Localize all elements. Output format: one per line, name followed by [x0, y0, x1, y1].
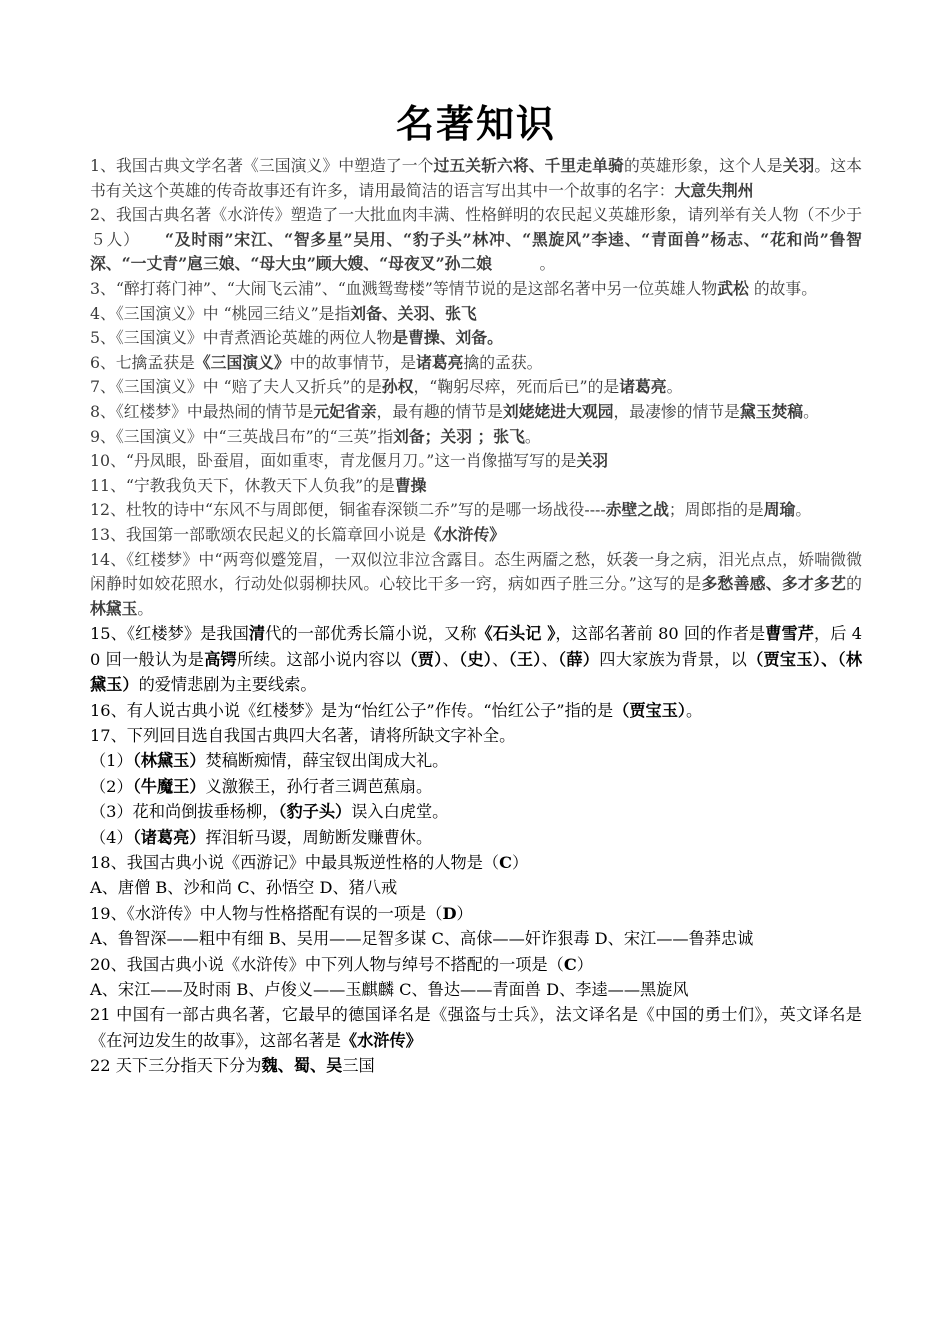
- question-paragraph: [90, 154, 862, 203]
- question-text: 。: [795, 500, 812, 520]
- question-paragraph: [90, 698, 862, 723]
- answer-text: 武松: [717, 278, 749, 298]
- question-text: 8、《红楼梦》中最热闹的情节是: [90, 401, 314, 421]
- question-text: 中的故事情节，是: [289, 352, 417, 372]
- question-text: A、鲁智深——粗中有细 B、吴用——足智多谋 C、高俅——奸诈狠毒 D、宋江——鲁莽忠诚: [90, 929, 754, 949]
- answer-text: 《水浒传》: [426, 524, 506, 544]
- answer-text: 诸葛亮: [619, 377, 667, 397]
- question-text: ）: [456, 903, 473, 923]
- answer-text: C: [499, 852, 512, 872]
- answer-text: （王）: [508, 649, 542, 669]
- question-text: 15、《红楼梦》是我国: [90, 624, 249, 644]
- question-text: A、唐僧 B、沙和尚 C、孙悟空 D、猪八戒: [90, 878, 398, 898]
- question-text: 6、七擒孟获是: [90, 352, 195, 372]
- answer-text: 是曹操、刘备。: [392, 328, 503, 348]
- question-text: 9、《三国演义》中“三英战吕布”的“三英”指: [90, 426, 394, 446]
- question-text: A、宋江——及时雨 B、卢俊义——玉麒麟 C、鲁达——青面兽 D、李逵——黑旋风: [90, 979, 689, 999]
- document-body: [90, 154, 862, 1079]
- question-text: 14、《红楼梦》中“两弯似蹙笼眉，一双似泣非泣含露目。态生两靥之愁，妖袭一身之病，泪光点点，娇喘微微闲静时如姣花照水，行动处似弱柳扶风。心较比干多一窍，病如西子胜三分。”这写的是: [90, 549, 862, 594]
- answer-text: D: [442, 903, 457, 923]
- question-paragraph: [90, 825, 862, 850]
- question-paragraph: [90, 850, 862, 875]
- answer-text: “及时雨”宋江、“智多星”吴用、“豹子头”林冲、“黑旋风”李逵、“青面兽”杨志、“花和尚”鲁智深、“一丈青”扈三娘、“母大虫”顾大嫂、“母夜叉”孙二娘: [90, 229, 862, 274]
- question-text: 的爱情悲剧为主要线索。: [138, 675, 317, 695]
- answer-text: 关羽: [782, 156, 815, 175]
- question-text: 4、《三国演义》中 “桃园三结义”是指: [90, 303, 351, 323]
- question-paragraph: [90, 748, 862, 773]
- question-text: 。: [803, 401, 819, 421]
- answer-text: 大意失荆州: [674, 180, 754, 200]
- question-text: 。这本书有关这个英雄的传奇故事还有许多，请用最简洁的语言写出其中一个故事的名字：: [90, 156, 862, 200]
- question-paragraph: [90, 621, 862, 697]
- question-paragraph: [90, 302, 862, 327]
- question-paragraph: [90, 277, 862, 302]
- answer-text: 黛玉焚稿: [739, 401, 804, 421]
- question-paragraph: [90, 449, 862, 474]
- answer-text: 《水浒传》: [340, 1030, 422, 1050]
- answer-text: 清: [248, 624, 266, 644]
- question-text: 。: [137, 598, 154, 618]
- answer-text: 曹雪芹: [765, 624, 814, 644]
- answer-text: 诸葛亮: [416, 352, 464, 372]
- question-text: 擒的孟获。: [463, 352, 543, 372]
- question-paragraph: [90, 774, 862, 799]
- answer-text: 孙权: [381, 377, 414, 397]
- question-text: 7、《三国演义》中 “赔了夫人又折兵”的是: [90, 377, 382, 397]
- question-paragraph: [90, 723, 862, 748]
- answer-text: （贾宝玉）: [613, 700, 686, 720]
- question-text: 2、我国古典名著《水浒传》塑造了一大批血肉丰满、性格鲜明的农民起义英雄形象，请列举有关人物（不少于５人）: [90, 205, 862, 249]
- question-text: 、: [442, 649, 459, 669]
- question-paragraph: [90, 952, 862, 977]
- question-text: 的故事。: [748, 278, 818, 298]
- question-text: ）: [512, 852, 529, 872]
- answer-text: （林黛玉）: [132, 751, 206, 771]
- question-text: 13、我国第一部歌颂农民起义的长篇章回小说是: [90, 524, 427, 544]
- question-text: 三国: [342, 1056, 375, 1076]
- answer-text: 赤壁之战: [605, 500, 669, 520]
- question-paragraph: [90, 351, 862, 376]
- question-text: （3）花和尚倒拔垂杨柳，: [90, 802, 279, 822]
- question-text: 21 中国有一部古典名著，它最早的德国译名是《强盗与士兵》，法文译名是《中国的勇士们》，英文译名是《在河边发生的故事》，这部名著是: [90, 1005, 862, 1050]
- question-paragraph: [90, 799, 862, 824]
- document-page: [90, 98, 862, 1079]
- question-text: （2）: [90, 776, 133, 796]
- question-paragraph: [90, 875, 862, 900]
- answer-text: 林黛玉: [90, 598, 138, 618]
- question-text: 。: [524, 426, 541, 446]
- question-text: 11、“宁教我负天下，休教天下人负我”的是: [90, 475, 395, 495]
- answer-text: （贾宝玉）、（林黛玉）: [90, 649, 863, 695]
- question-paragraph: [90, 1002, 862, 1053]
- question-text: 。: [685, 700, 703, 720]
- question-text: 。: [666, 377, 683, 397]
- answer-text: 高锷: [204, 649, 238, 669]
- question-text: 、: [492, 649, 509, 669]
- question-text: 12、杜牧的诗中“东风不与周郎便，铜雀春深锁二乔”写的是哪一场战役----: [90, 500, 606, 520]
- answer-text: （史）: [459, 649, 493, 669]
- question-text: 22 天下三分指天下分为: [90, 1056, 262, 1076]
- answer-text: 刘姥姥进大观园: [502, 401, 614, 421]
- answer-text: （诸葛亮）: [132, 827, 206, 847]
- question-text: 的: [846, 574, 862, 594]
- question-text: ，最有趣的情节是: [376, 401, 503, 421]
- question-text: 代的一部优秀长篇小说，又称: [265, 624, 477, 644]
- question-text: ；周郎指的是: [668, 500, 764, 520]
- answer-text: （薛）: [558, 649, 600, 669]
- question-text: 挥泪斩马谡，周鲂断发赚曹休。: [205, 827, 433, 847]
- answer-text: 刘备、关羽、张飞: [350, 303, 477, 323]
- question-text: 20、我国古典小说《水浒传》中下列人物与绰号不搭配的一项是（: [90, 954, 564, 974]
- question-text: 1、我国古典文学名著《三国演义》中塑造了一个: [90, 156, 434, 175]
- question-text: 义激猴王，孙行者三调芭蕉扇。: [205, 776, 433, 796]
- question-text: ）: [576, 954, 593, 974]
- answer-text: 关羽: [576, 451, 609, 471]
- question-text: 、: [541, 649, 559, 669]
- question-paragraph: [90, 1053, 862, 1078]
- question-text: 所续。这部小说内容以: [237, 649, 402, 669]
- question-text: 18、我国古典小说《西游记》中最具叛逆性格的人物是（: [90, 852, 500, 872]
- question-text: 10、“丹凤眼，卧蚕眉，面如重枣，青龙偃月刀。”这一肖像描写写的是: [90, 451, 577, 471]
- question-text: 16、有人说古典小说《红楼梦》是为“怡红公子”作传。“怡红公子”指的是: [90, 700, 614, 720]
- question-paragraph: [90, 498, 862, 523]
- answer-text: 过五关斩六将、千里走单骑: [433, 156, 624, 175]
- answer-text: 元妃省亲: [313, 401, 377, 421]
- question-paragraph: [90, 901, 862, 926]
- answer-text: 刘备；关羽 ；张飞: [393, 426, 525, 446]
- question-paragraph: [90, 425, 862, 450]
- question-paragraph: [90, 977, 862, 1002]
- question-text: 的英雄形象，这个人是: [623, 156, 783, 175]
- answer-text: 《三国演义》: [194, 352, 290, 372]
- question-paragraph: [90, 400, 862, 425]
- question-text: 3、“醉打蒋门神”、“大闹飞云浦”、“血溅鸳鸯楼”等情节说的是这部名著中另一位英雄人物: [90, 278, 718, 298]
- question-paragraph: [90, 375, 862, 400]
- page-title: 名著知识: [395, 101, 556, 146]
- answer-text: 曹操: [394, 475, 427, 495]
- question-paragraph: [90, 474, 862, 499]
- question-paragraph: [90, 326, 862, 351]
- question-text: 误入白虎堂。: [351, 802, 449, 822]
- question-text: ，后 40 回一般认为是: [90, 624, 863, 669]
- question-text: 四大家族为背景，以: [599, 649, 748, 669]
- question-text: （4）: [90, 827, 133, 847]
- question-text: 焚稿断痴情，薛宝钗出闺成大礼。: [205, 751, 449, 771]
- question-paragraph: [90, 203, 862, 277]
- answer-text: （牛魔王）: [132, 776, 206, 796]
- question-text: ，这部名著前 80 回的作者是: [555, 624, 766, 644]
- question-text: 17、下列回目选自我国古典四大名著，请将所缺文字补全。: [90, 725, 516, 745]
- question-text: （1）: [90, 751, 133, 771]
- question-paragraph: [90, 523, 862, 548]
- question-text: ，“鞠躬尽瘁，死而后已”的是: [413, 377, 620, 397]
- answer-text: 魏、蜀、吴: [261, 1056, 343, 1076]
- answer-text: 多愁善感、多才多艺: [701, 574, 847, 594]
- answer-text: 周瑜: [763, 500, 796, 520]
- answer-text: （豹子头）: [278, 802, 352, 822]
- question-text: 19、《水浒传》中人物与性格搭配有误的一项是（: [90, 903, 443, 923]
- answer-text: （贾）: [401, 649, 443, 669]
- question-text: 。: [492, 254, 556, 274]
- answer-text: 《石头记 》: [476, 624, 556, 644]
- answer-text: C: [563, 954, 577, 974]
- question-text: 5、《三国演义》中青煮酒论英雄的两位人物: [90, 328, 393, 348]
- question-paragraph: [90, 926, 862, 951]
- question-paragraph: [90, 548, 862, 622]
- question-text: ，最凄惨的情节是: [613, 401, 740, 421]
